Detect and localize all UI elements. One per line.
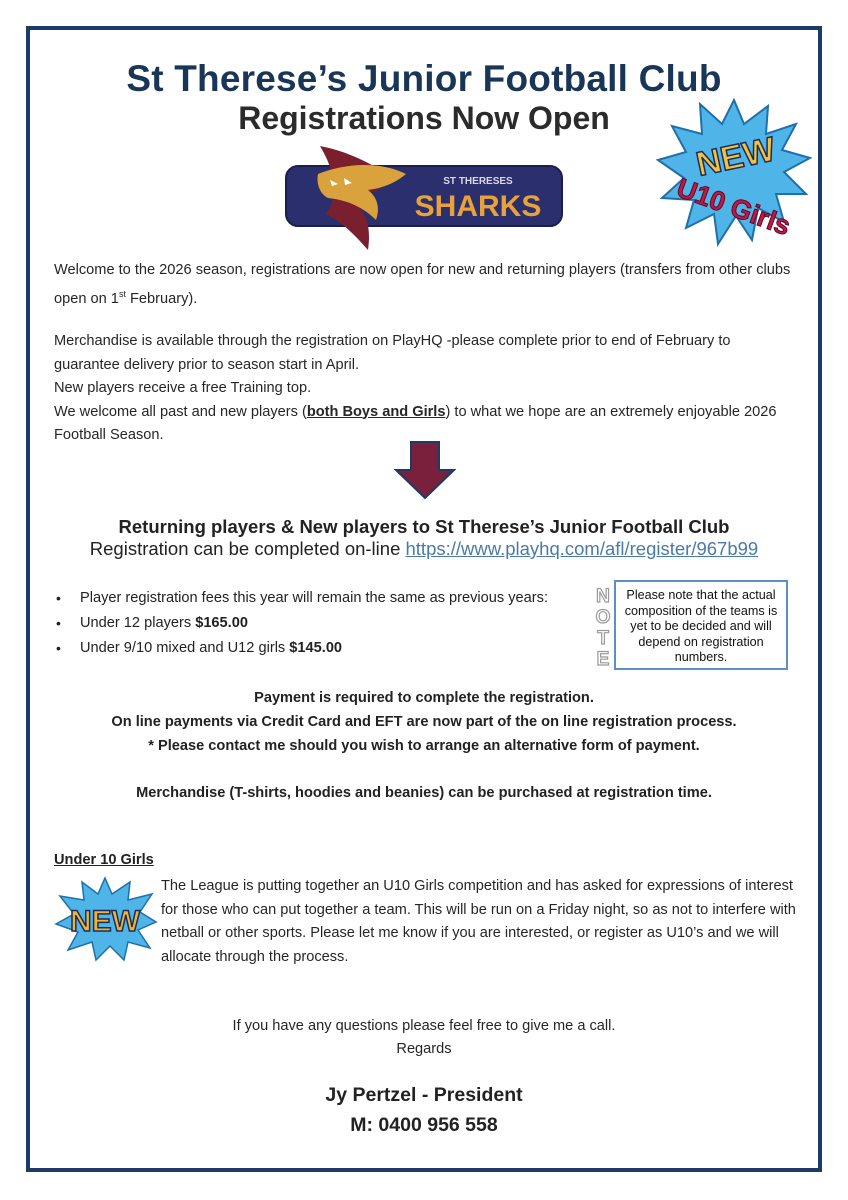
payment-section: Payment is required to complete the registration. On line payments via Credit Card and EFT are now part of the on line registration process. * Please contact me should you wish to arrange an alternative form of payment. Merchandise (T-shirts, hoodies and beanies) can be purchased at registration time. [111,690,737,801]
page-subtitle: Registrations Now Open [238,100,610,136]
note-box: Please note that the actual composition of the teams is yet to be decided and will depend on registration numbers. [614,580,788,670]
logo-small-text: ST THERESES [443,176,513,187]
logo-big-text: SHARKS [414,190,542,223]
note-label-icon [592,584,614,670]
both-boys-girls: both Boys and Girls [306,403,446,420]
u10-heading: Under 10 Girls [54,852,154,868]
svg-text:O: O [595,607,611,628]
page-title: St Therese’s Junior Football Club [126,58,722,99]
u10-paragraph: The League is putting together an U10 Girls competition and has asked for expressions of interest for those who can put together a team. This will be run on a Friday night, so as not to interfere with netball or other sports. Please let me know if you are interested, or register as U10’s and we will allocate through the process. [161,878,796,965]
phone-number: M: 0400 956 558 [350,1114,498,1136]
fees-list [54,586,614,661]
intro-paragraph: Welcome to the 2026 season, registrations are now open for new and returning players (transfers from other clubs open on 1st February). [54,262,791,307]
president-name: Jy Pertzel - President [325,1084,523,1106]
badge-new-text: NEW [693,130,779,184]
svg-text:E: E [596,649,610,670]
merchandise-paragraph: Merchandise is available through the registration on PlayHQ -please complete prior to end of February to guarantee delivery prior to season start in April. New players receive a free Training top. We welcome all past and new players (both Boys and Girls) to what we hope are an extremely enjoyable 2026 Football Season. [54,330,794,448]
returning-heading: Returning players & New players to St Therese’s Junior Football Club [118,516,730,537]
list-item: • Under 12 players $165.00 [54,611,614,636]
returning-players-section: Returning players & New players to St Therese’s Junior Football Club Registration can be completed on-line https://www.playhq.com/afl/register/967b99 [0,516,848,560]
sharks-logo [282,138,566,256]
training-top-note: New players receive a free Training top. [54,380,312,396]
new-badge-icon [52,876,158,962]
badge-u10-girls-text: U10 Girls [672,172,795,242]
signature [0,1080,848,1140]
list-item: • Under 9/10 mixed and U12 girls $145.00 [54,636,614,661]
svg-text:T: T [597,628,609,649]
down-arrow-icon [394,440,456,500]
closing-section: If you have any questions please feel free to give me a call. Regards [232,1018,616,1057]
new-u10-girls-badge [656,98,812,248]
new-badge-text: NEW [70,905,140,938]
list-item: • Player registration fees this year will remain the same as previous years: [54,586,614,611]
playhq-register-link[interactable]: https://www.playhq.com/afl/register/967b99 [405,538,759,559]
svg-text:N: N [596,586,610,607]
